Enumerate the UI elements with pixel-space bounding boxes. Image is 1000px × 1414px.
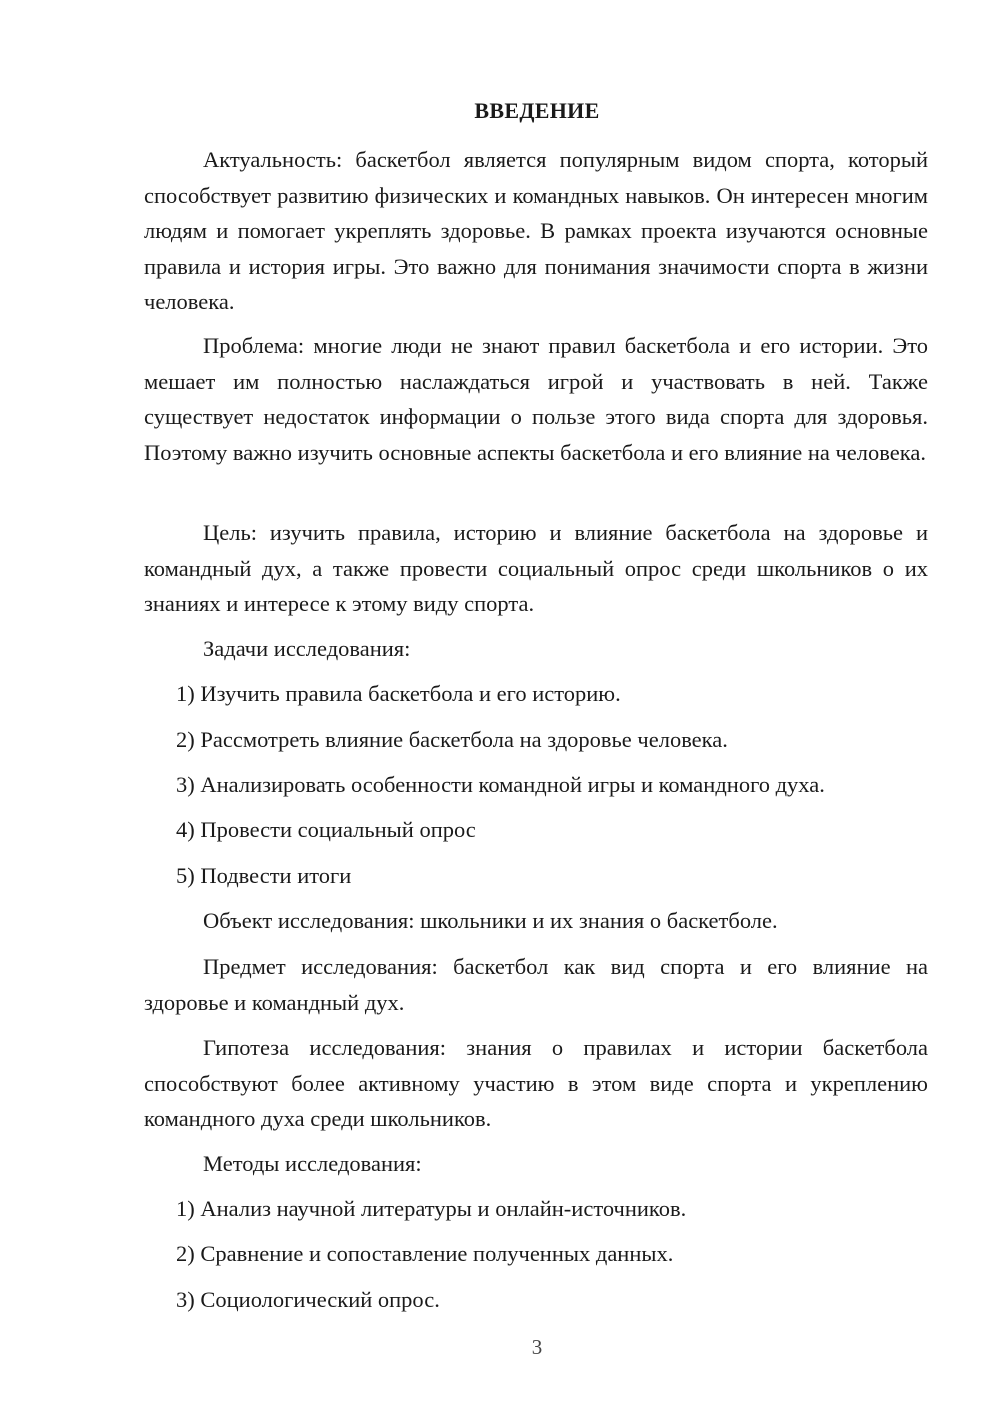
task-item-2-block: [144, 722, 928, 758]
method-item-3-block: [144, 1282, 928, 1318]
method-item: 1) Анализ научной литературы и онлайн-источников.: [176, 1196, 687, 1221]
task-item: 3) Анализировать особенности командной игры и командного духа.: [176, 772, 825, 797]
method-item: 3) Социологический опрос.: [176, 1287, 440, 1312]
methods-heading-block: [144, 1146, 928, 1182]
section-title: ВВЕДЕНИЕ: [474, 98, 600, 123]
object-block: [144, 903, 928, 939]
task-item: 5) Подвести итоги: [176, 863, 352, 888]
method-item-2-block: [144, 1236, 928, 1272]
object-paragraph: Объект исследования: школьники и их знания о баскетболе.: [203, 908, 778, 933]
goal-block: [144, 515, 928, 622]
subject-paragraph: Предмет исследования: баскетбол как вид спорта и его влияние на здоровье и командный дух.: [144, 954, 928, 1015]
hypothesis-paragraph: Гипотеза исследования: знания о правилах и истории баскетбола способствуют более активному участию в этом виде спорта и укреплению командного духа среди школьников.: [144, 1035, 928, 1131]
task-item-4-block: [144, 812, 928, 848]
tasks-heading: Задачи исследования:: [203, 636, 411, 661]
problem-block: [144, 328, 928, 470]
goal-paragraph: Цель: изучить правила, историю и влияние баскетбола на здоровье и командный дух, а также провести социальный опрос среди школьников о их знаниях и интересе к этому виду спорта.: [144, 520, 928, 616]
relevance-paragraph: Актуальность: баскетбол является популярным видом спорта, который способствует развитию физических и командных навыков. Он интересен многим людям и помогает укреплять здоровье. В рамках проекта изучаются основные правила и история игры. Это важно для понимания значимости спорта в жизни человека.: [144, 147, 928, 314]
subject-block: [144, 949, 928, 1020]
method-item: 2) Сравнение и сопоставление полученных данных.: [176, 1241, 674, 1266]
task-item-3-block: [144, 767, 928, 803]
problem-paragraph: Проблема: многие люди не знают правил баскетбола и его истории. Это мешает им полностью наслаждаться игрой и участвовать в ней. Также существует недостаток информации о пользе этого вида спорта для здоровья. Поэтому важно изучить основные аспекты баскетбола и его влияние на человека.: [144, 333, 928, 465]
relevance-block: [144, 142, 928, 320]
task-item-5-block: [144, 858, 928, 894]
hypothesis-block: [144, 1030, 928, 1137]
task-item-1-block: [144, 676, 928, 712]
task-item: 1) Изучить правила баскетбола и его историю.: [176, 681, 621, 706]
method-item-1-block: [144, 1191, 928, 1227]
methods-heading: Методы исследования:: [203, 1151, 422, 1176]
task-item: 4) Провести социальный опрос: [176, 817, 476, 842]
task-item: 2) Рассмотреть влияние баскетбола на здоровье человека.: [176, 727, 728, 752]
page-number: 3: [531, 1335, 543, 1359]
tasks-heading-block: [144, 631, 928, 667]
